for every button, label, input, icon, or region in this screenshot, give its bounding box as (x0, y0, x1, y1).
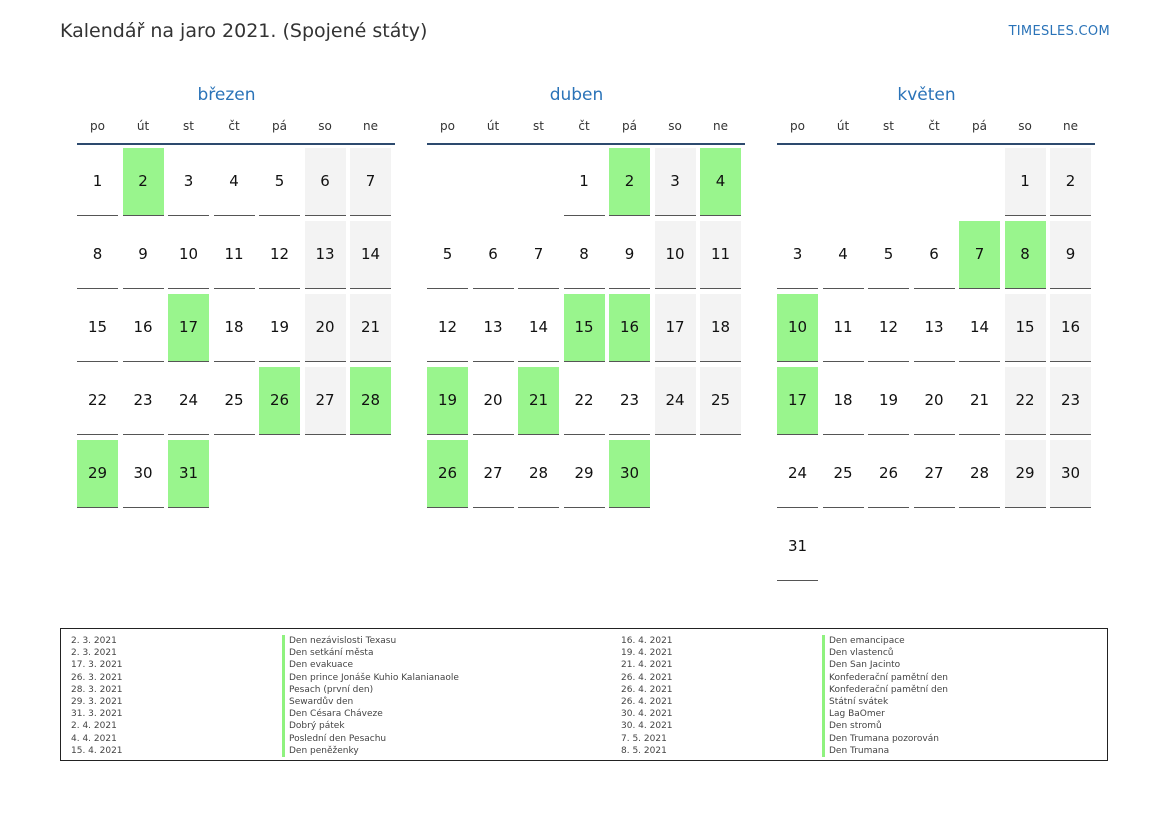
day-cell[interactable]: 4 (823, 221, 864, 289)
weekday-label: ne (363, 119, 378, 133)
legend-date: 26. 3. 2021 (71, 672, 123, 683)
legend-date: 16. 4. 2021 (621, 636, 673, 646)
day-cell[interactable]: 28 (518, 440, 559, 508)
weekday-header (77, 119, 395, 145)
legend-date: 2. 3. 2021 (71, 648, 117, 659)
day-cell[interactable]: 14 (350, 221, 391, 289)
legend-date: 26. 4. 2021 (621, 672, 673, 683)
weekday-label: út (486, 119, 500, 133)
day-cell[interactable]: 27 (914, 440, 955, 508)
weekday-label: po (90, 119, 105, 133)
day-cell[interactable]: 22 (1005, 367, 1046, 435)
month-0 (60, 84, 381, 482)
day-cell[interactable]: 22 (77, 367, 118, 435)
day-cell[interactable]: 27 (305, 367, 346, 435)
legend-holiday-name: Sewardův den (282, 696, 459, 708)
day-cell[interactable]: 26 (868, 440, 909, 508)
day-cell[interactable]: 23 (609, 367, 650, 435)
weekday-label: čt (578, 119, 590, 133)
day-cell[interactable]: 18 (214, 294, 255, 362)
day-cell[interactable]: 12 (259, 221, 300, 289)
day-cell[interactable]: 18 (823, 367, 864, 435)
legend-date: 29. 3. 2021 (71, 696, 123, 707)
day-cell-holiday[interactable]: 30 (609, 440, 650, 508)
day-cell[interactable]: 25 (214, 367, 255, 435)
legend-holiday-name: Den Trumana (822, 745, 948, 757)
legend-holiday-name: Konfederační pamětní den (822, 684, 948, 696)
legend-date: 17. 3. 2021 (71, 660, 123, 671)
day-cell-holiday[interactable]: 26 (259, 367, 300, 435)
day-cell[interactable]: 14 (518, 294, 559, 362)
weekday-label: čt (928, 119, 940, 133)
weekday-label: čt (228, 119, 240, 133)
day-cell[interactable]: 9 (609, 221, 650, 289)
legend-date: 4. 4. 2021 (71, 733, 117, 744)
day-cell[interactable]: 10 (655, 221, 696, 289)
page-title: Kalendář na jaro 2021. (Spojené státy) (60, 20, 428, 42)
day-cell[interactable]: 21 (959, 367, 1000, 435)
day-cell-holiday[interactable]: 17 (168, 294, 209, 362)
day-cell[interactable]: 13 (305, 221, 346, 289)
day-cell[interactable]: 13 (473, 294, 514, 362)
day-cell-holiday[interactable]: 17 (777, 367, 818, 435)
day-cell[interactable]: 25 (823, 440, 864, 508)
legend-date: 31. 3. 2021 (71, 709, 123, 720)
day-cell[interactable]: 13 (914, 294, 955, 362)
day-cell[interactable]: 30 (123, 440, 164, 508)
legend-dates-right (621, 635, 673, 757)
day-cell-holiday[interactable]: 31 (168, 440, 209, 508)
day-cell[interactable]: 5 (868, 221, 909, 289)
day-cell[interactable]: 19 (868, 367, 909, 435)
day-cell-holiday[interactable]: 7 (959, 221, 1000, 289)
day-cell[interactable]: 22 (564, 367, 605, 435)
day-cell[interactable]: 24 (777, 440, 818, 508)
legend-date: 15. 4. 2021 (71, 745, 123, 756)
legend-date: 28. 3. 2021 (71, 684, 123, 695)
day-cell[interactable]: 27 (473, 440, 514, 508)
weekday-label: po (790, 119, 805, 133)
legend-names-left (282, 635, 459, 757)
day-cell[interactable]: 14 (959, 294, 1000, 362)
day-cell[interactable]: 18 (700, 294, 741, 362)
weekday-label: ne (1063, 119, 1078, 133)
holiday-legend (60, 628, 1108, 761)
day-cell[interactable]: 16 (123, 294, 164, 362)
day-cell[interactable]: 4 (214, 148, 255, 216)
legend-holiday-name: Den vlastenců (822, 647, 948, 659)
day-cell[interactable]: 8 (77, 221, 118, 289)
day-cell-holiday[interactable]: 28 (350, 367, 391, 435)
day-cell[interactable]: 19 (259, 294, 300, 362)
weekday-label: út (136, 119, 150, 133)
weekday-header (777, 119, 1095, 145)
day-cell[interactable]: 1 (1005, 148, 1046, 216)
weekday-label: st (183, 119, 194, 133)
legend-holiday-name: Lag BaOmer (822, 708, 948, 720)
day-cell[interactable]: 15 (1005, 294, 1046, 362)
legend-holiday-name: Den stromů (822, 720, 948, 732)
month-2 (760, 84, 1081, 555)
legend-holiday-name: Poslední den Pesachu (282, 733, 459, 745)
weekday-label: pá (272, 119, 287, 133)
site-link[interactable]: TIMESLES.COM (1008, 24, 1110, 39)
day-cell[interactable]: 3 (655, 148, 696, 216)
day-cell[interactable]: 31 (777, 513, 818, 581)
day-cell-holiday[interactable]: 19 (427, 367, 468, 435)
day-cell[interactable]: 5 (427, 221, 468, 289)
day-cell[interactable]: 12 (868, 294, 909, 362)
day-cell[interactable]: 5 (259, 148, 300, 216)
day-cell[interactable]: 1 (77, 148, 118, 216)
month-title: duben (549, 85, 604, 105)
day-cell-holiday[interactable]: 29 (77, 440, 118, 508)
weekday-label: st (533, 119, 544, 133)
legend-holiday-name: Dobrý pátek (282, 720, 459, 732)
weekday-label: st (883, 119, 894, 133)
day-cell[interactable]: 1 (564, 148, 605, 216)
day-cell[interactable]: 16 (1050, 294, 1091, 362)
day-cell[interactable]: 17 (655, 294, 696, 362)
day-cell-holiday[interactable]: 4 (700, 148, 741, 216)
weekday-label: so (1018, 119, 1032, 133)
day-cell[interactable]: 24 (655, 367, 696, 435)
day-cell[interactable]: 23 (123, 367, 164, 435)
legend-date: 30. 4. 2021 (621, 721, 673, 732)
day-cell[interactable]: 30 (1050, 440, 1091, 508)
day-cell-holiday[interactable]: 8 (1005, 221, 1046, 289)
legend-holiday-name: Konfederační pamětní den (822, 672, 948, 684)
month-title: květen (897, 85, 956, 105)
legend-names-right (822, 635, 948, 757)
day-cell[interactable]: 9 (1050, 221, 1091, 289)
day-cell[interactable]: 11 (214, 221, 255, 289)
day-cell[interactable]: 11 (700, 221, 741, 289)
day-cell[interactable]: 15 (77, 294, 118, 362)
day-cell[interactable]: 3 (777, 221, 818, 289)
legend-date: 19. 4. 2021 (621, 648, 673, 659)
legend-holiday-name: Státní svátek (822, 696, 948, 708)
legend-date: 2. 3. 2021 (71, 636, 117, 646)
legend-holiday-name: Den San Jacinto (822, 659, 948, 671)
day-cell[interactable]: 6 (305, 148, 346, 216)
weekday-label: pá (972, 119, 987, 133)
day-cell[interactable]: 3 (168, 148, 209, 216)
legend-holiday-name: Pesach (první den) (282, 684, 459, 696)
day-cell[interactable]: 29 (1005, 440, 1046, 508)
weekday-header (427, 119, 745, 145)
legend-holiday-name: Den Trumana pozorován (822, 733, 948, 745)
day-cell[interactable]: 23 (1050, 367, 1091, 435)
weekday-label: so (318, 119, 332, 133)
weekday-label: ne (713, 119, 728, 133)
legend-holiday-name: Den nezávislosti Texasu (282, 635, 459, 647)
day-cell[interactable]: 6 (473, 221, 514, 289)
legend-date: 21. 4. 2021 (621, 660, 673, 671)
legend-holiday-name: Den prince Jonáše Kuhio Kalanianaole (282, 672, 459, 684)
day-cell[interactable]: 25 (700, 367, 741, 435)
day-cell[interactable]: 6 (914, 221, 955, 289)
legend-dates-left (71, 635, 123, 757)
legend-holiday-name: Den Césara Cháveze (282, 708, 459, 720)
month-1 (410, 84, 731, 482)
day-cell[interactable]: 2 (1050, 148, 1091, 216)
weekday-label: po (440, 119, 455, 133)
day-cell[interactable]: 29 (564, 440, 605, 508)
day-cell[interactable]: 8 (564, 221, 605, 289)
day-cell[interactable]: 7 (350, 148, 391, 216)
weekday-label: út (836, 119, 850, 133)
day-cell[interactable]: 20 (914, 367, 955, 435)
day-cell[interactable]: 20 (305, 294, 346, 362)
day-cell-holiday[interactable]: 2 (609, 148, 650, 216)
day-cell-holiday[interactable]: 21 (518, 367, 559, 435)
legend-date: 8. 5. 2021 (621, 745, 667, 756)
day-cell[interactable]: 12 (427, 294, 468, 362)
legend-date: 30. 4. 2021 (621, 709, 673, 720)
legend-holiday-name: Den emancipace (822, 635, 948, 647)
day-cell-holiday[interactable]: 15 (564, 294, 605, 362)
day-cell[interactable]: 7 (518, 221, 559, 289)
day-cell-holiday[interactable]: 26 (427, 440, 468, 508)
day-cell[interactable]: 20 (473, 367, 514, 435)
day-cell[interactable]: 21 (350, 294, 391, 362)
day-cell[interactable]: 9 (123, 221, 164, 289)
day-cell[interactable]: 24 (168, 367, 209, 435)
day-cell-holiday[interactable]: 16 (609, 294, 650, 362)
weekday-label: so (668, 119, 682, 133)
legend-date: 2. 4. 2021 (71, 721, 117, 732)
legend-date: 26. 4. 2021 (621, 696, 673, 707)
legend-holiday-name: Den peněženky (282, 745, 459, 757)
day-cell[interactable]: 11 (823, 294, 864, 362)
legend-date: 26. 4. 2021 (621, 684, 673, 695)
day-cell-holiday[interactable]: 10 (777, 294, 818, 362)
weekday-label: pá (622, 119, 637, 133)
day-cell[interactable]: 10 (168, 221, 209, 289)
day-cell-holiday[interactable]: 2 (123, 148, 164, 216)
day-cell[interactable]: 28 (959, 440, 1000, 508)
month-title: březen (197, 85, 256, 105)
legend-date: 7. 5. 2021 (621, 733, 667, 744)
legend-holiday-name: Den evakuace (282, 659, 459, 671)
legend-holiday-name: Den setkání města (282, 647, 459, 659)
